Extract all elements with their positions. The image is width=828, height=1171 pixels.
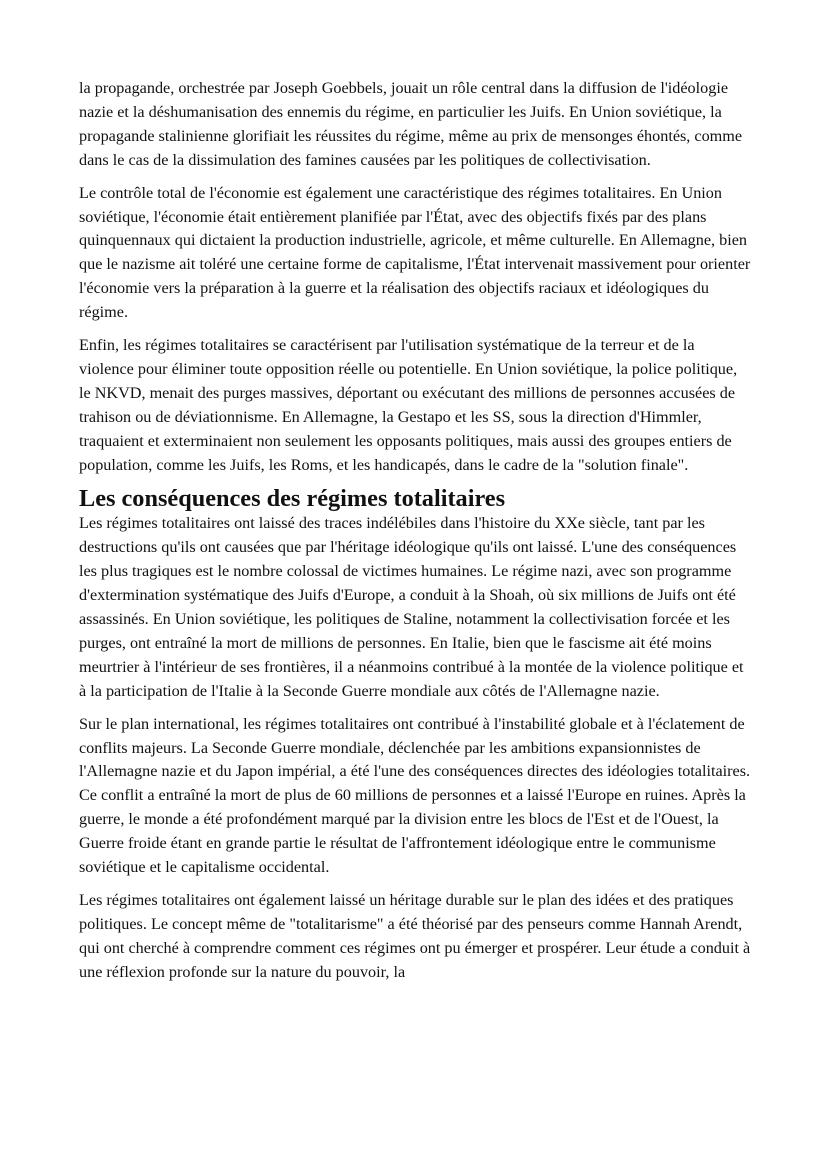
- paragraph-propaganda: la propagande, orchestrée par Joseph Goebbels, jouait un rôle central dans la diffusion de l'idéologie nazie et la déshumanisation des ennemis du régime, en particulier les Juifs. En Union soviétique, la propagande stalinienne glorifiait les réussites du régime, même au prix de mensonges éhontés, comme dans le cas de la dissimulation des famines causées par les politiques de collectivisation.: [79, 79, 743, 169]
- paragraph-international: Sur le plan international, les régimes totalitaires ont contribué à l'instabilité globale et à l'éclatement de conflits majeurs. La Seconde Guerre mondiale, déclenchée par les ambitions expansionnistes de l'Allemagne nazie et du Japon impérial, a été l'une des conséquences directes des idéologies totalitaires. Ce conflit a entraîné la mort de plus de 60 millions de personnes et a laissé l'Europe en ruines. Après la guerre, le monde a été profondément marqué par la division entre les blocs de l'Est et de l'Ouest, la Guerre froide étant en grande partie le résultat de l'affrontement idéologique entre le communisme soviétique et le capitalisme occidental.: [79, 714, 751, 877]
- document-page: [79, 77, 751, 994]
- section-heading: Les conséquences des régimes totalitaires: [79, 484, 506, 512]
- paragraph-terror-violence: Enfin, les régimes totalitaires se caractérisent par l'utilisation systématique de la terreur et de la violence pour éliminer toute opposition réelle ou potentielle. En Union soviétique, la police politique, le NKVD, menait des purges massives, déportant ou exécutant des millions de personnes accusées de trahison ou de déviationnisme. En Allemagne, la Gestapo et les SS, sous la direction d'Himmler, traquaient et exterminaient non seulement les opposants politiques, mais aussi des groupes entiers de population, comme les Juifs, les Roms, et les handicapés, dans le cadre de la "solution finale".: [79, 336, 738, 474]
- paragraph-victims: Les régimes totalitaires ont laissé des traces indélébiles dans l'histoire du XXe siècle, tant par les destructions qu'ils ont causées que par l'héritage idéologique qu'ils ont laissé. L'une des conséquences les plus tragiques est le nombre colossal de victimes humaines. Le régime nazi, avec son programme d'extermination systématique des Juifs d'Europe, a conduit à la Shoah, où six millions de Juifs ont été assassinés. En Union soviétique, les politiques de Staline, notamment la collectivisation forcée et les purges, ont entraîné la mort de millions de personnes. En Italie, bien que le fascisme ait été moins meurtrier à l'intérieur de ses frontières, il a néanmoins contribué à la montée de la violence politique et à la participation de l'Italie à la Seconde Guerre mondiale aux côtés de l'Allemagne nazie.: [79, 514, 744, 700]
- paragraph-economy-control: Le contrôle total de l'économie est également une caractéristique des régimes totalitaires. En Union soviétique, l'économie était entièrement planifiée par l'État, avec des objectifs fixés par des plans quinquennaux qui dictaient la production industrielle, agricole, et même culturelle. En Allemagne, bien que le nazisme ait toléré une certaine forme de capitalisme, l'État intervenait massivement pour orienter l'économie vers la préparation à la guerre et la réalisation des objectifs raciaux et idéologiques du régime.: [79, 183, 751, 322]
- paragraph-legacy: Les régimes totalitaires ont également laissé un héritage durable sur le plan des idées et des pratiques politiques. Le concept même de "totalitarisme" a été théorisé par des penseurs comme Hannah Arendt, qui ont cherché à comprendre comment ces régimes ont pu émerger et prospérer. Leur étude a conduit à une réflexion profonde sur la nature du pouvoir, la: [79, 891, 751, 981]
